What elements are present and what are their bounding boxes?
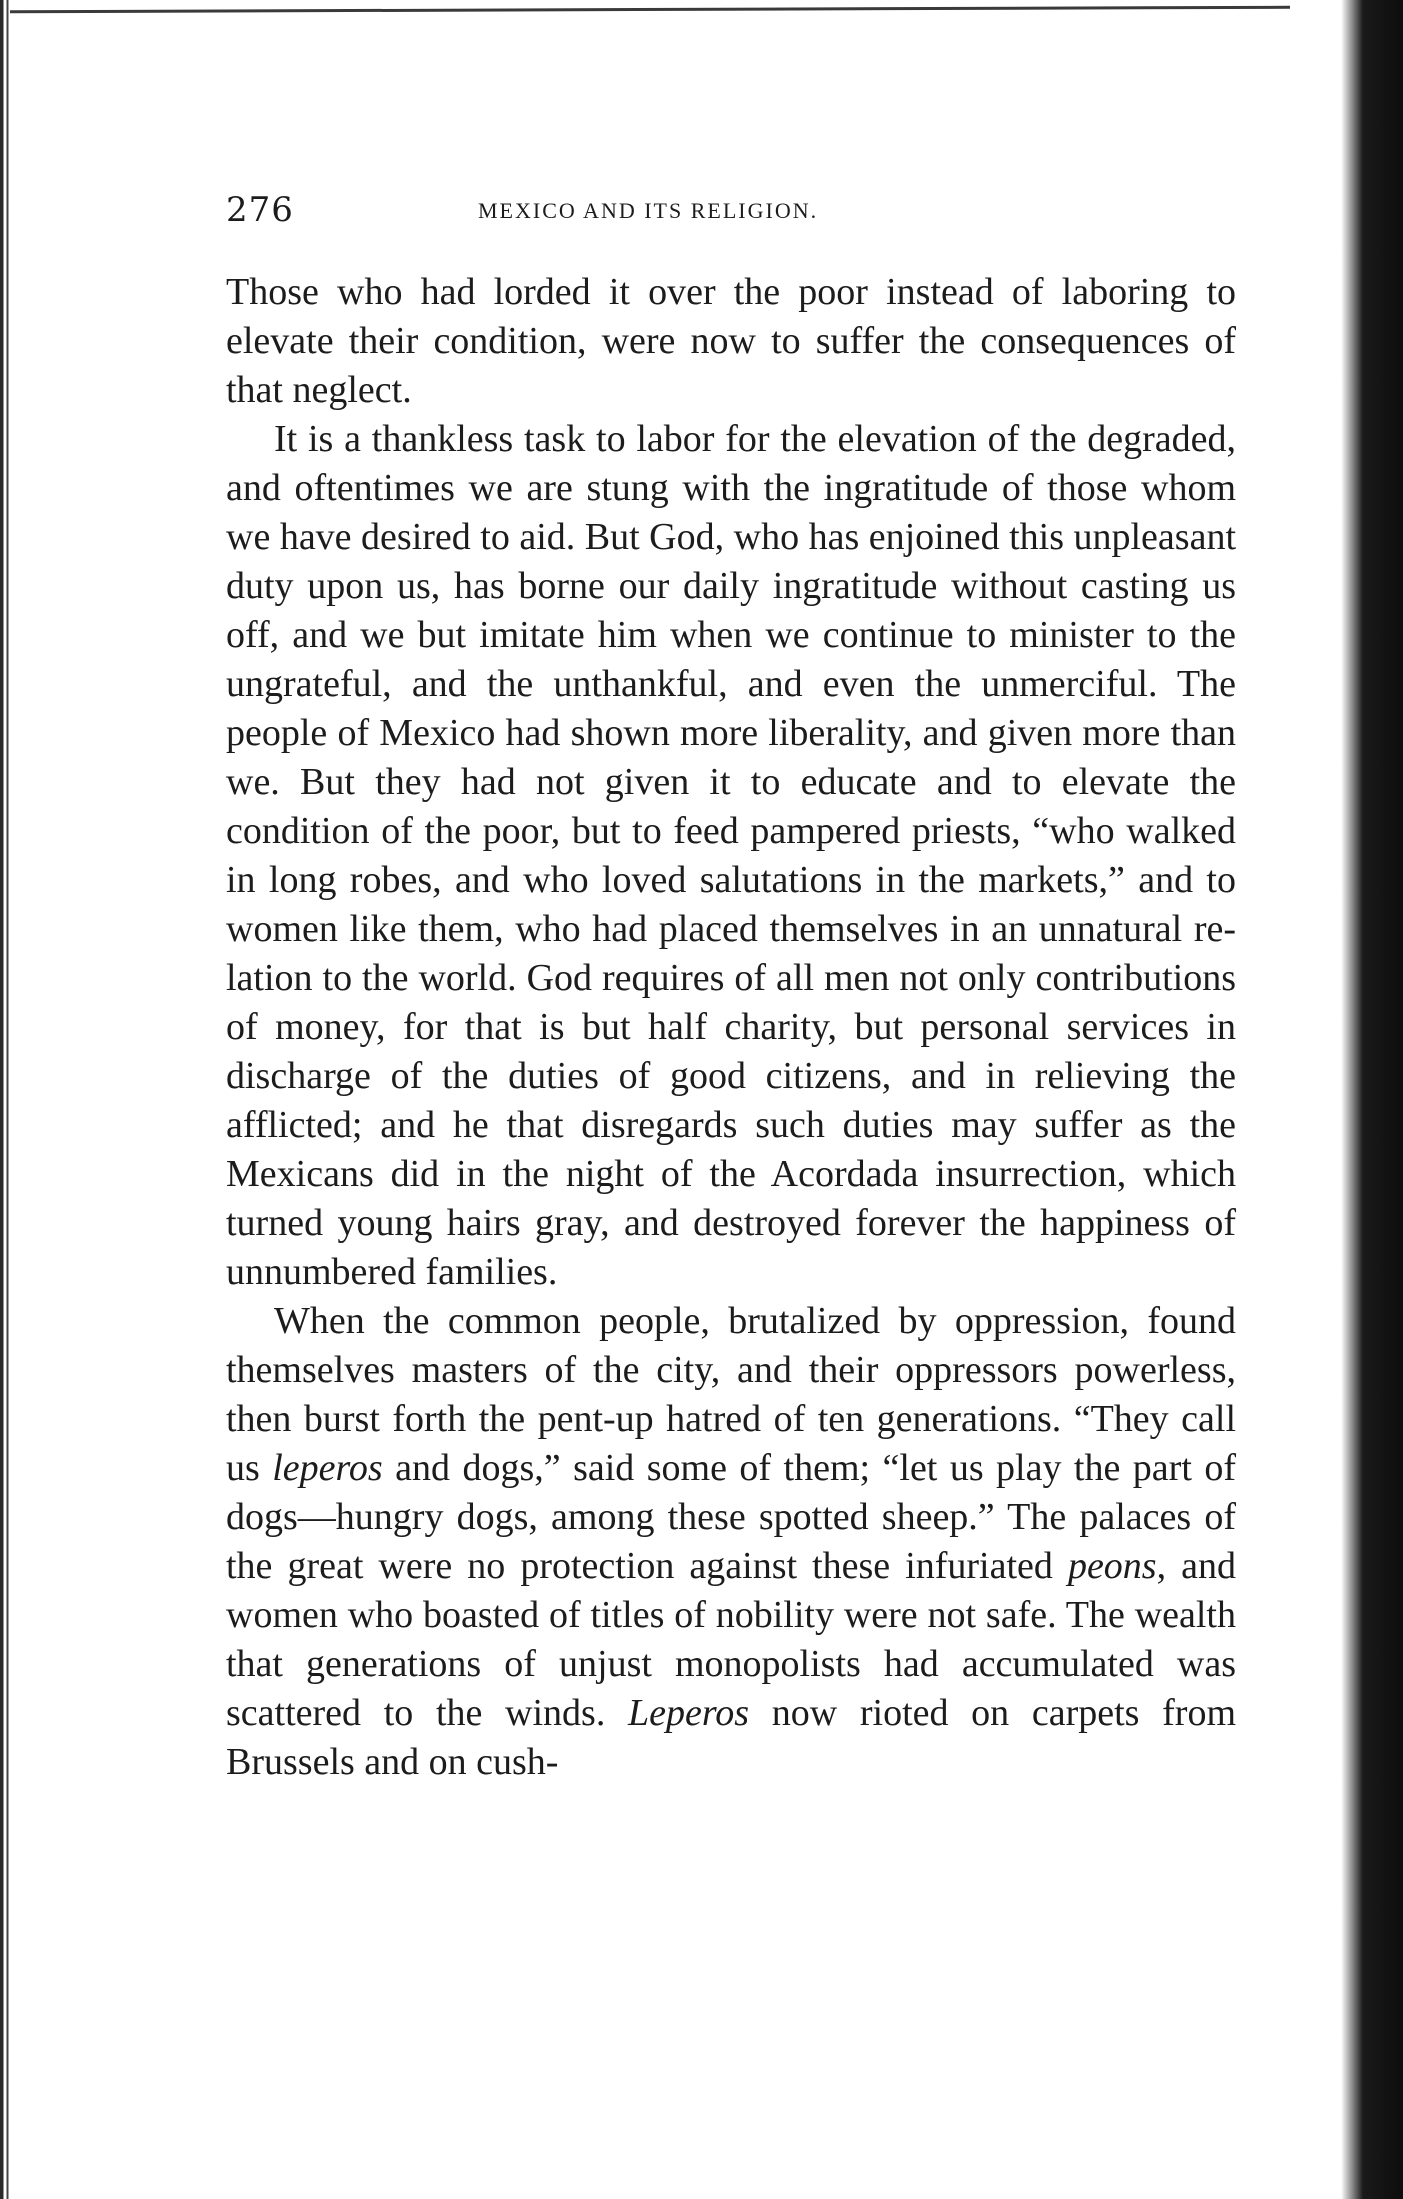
paragraph-text: now rioted on carpets from Brussels and on cush-: [226, 1692, 1236, 1783]
paragraph: [226, 415, 1236, 1297]
paragraph-text: , and women who boasted of titles of nobility were not safe. The wealth that generations of unjust monopolists had accumulated was scattered to the winds.: [226, 1545, 1236, 1734]
paragraph: [226, 268, 1236, 415]
paragraph-text: and dogs,” said some of them; “let us play the part of dogs—hungry dogs, among these spotted sheep.” The palaces of the great were no protection against these infuriated: [226, 1447, 1236, 1587]
paragraph: [226, 1297, 1236, 1787]
italic-term: leperos: [272, 1447, 383, 1489]
paragraph-text: Those who had lorded it over the poor instead of laboring to elevate their condition, were now to suffer the consequences of that neglect.: [226, 271, 1236, 411]
italic-term: peons: [1067, 1545, 1157, 1587]
paragraph-text: When the common people, brutalized by oppression, found themselves masters of the city, and their oppressors powerless, then burst forth the pent-up hatred of ten generations. “They call us: [226, 1300, 1236, 1489]
scan-top-edge: [10, 6, 1290, 13]
scan-right-shadow: [1323, 0, 1403, 2199]
italic-term: Leperos: [628, 1692, 750, 1734]
book-page: [226, 190, 1236, 1787]
running-title: MEXICO AND ITS RELIGION.: [478, 198, 819, 223]
scan-left-edge: [0, 0, 12, 2199]
page-header: [226, 190, 1236, 240]
page-number: 276: [226, 190, 294, 230]
paragraph-text: It is a thankless task to labor for the elevation of the degraded, and oftentimes we are stung with the ingratitude of those whom we have desired to aid. But God, who has enjoined this unpleasant duty upon us, has borne our daily ingratitude without casting us off, and we but imitate him when we continue to minister to the ungrateful, and the unthankful, and even the unmerciful. The people of Mexico had shown more liberality, and given more than we. But they had not given it to educate and to elevate the condition of the poor, but to feed pampered priests, “who walked in long robes, and who loved salutations in the markets,” and to women like them, who had placed themselves in an unnatural relation to the world. God requires of all men not only contributions of money, for that is but half charity, but personal services in discharge of the duties of good citizens, and in relieving the afflicted; and he that disregards such duties may suffer as the Mexicans did in the night of the Acordada insurrection, which turned young hairs gray, and destroyed forever the happiness of unnumbered families.: [226, 418, 1236, 1293]
body-text: [226, 268, 1236, 1787]
